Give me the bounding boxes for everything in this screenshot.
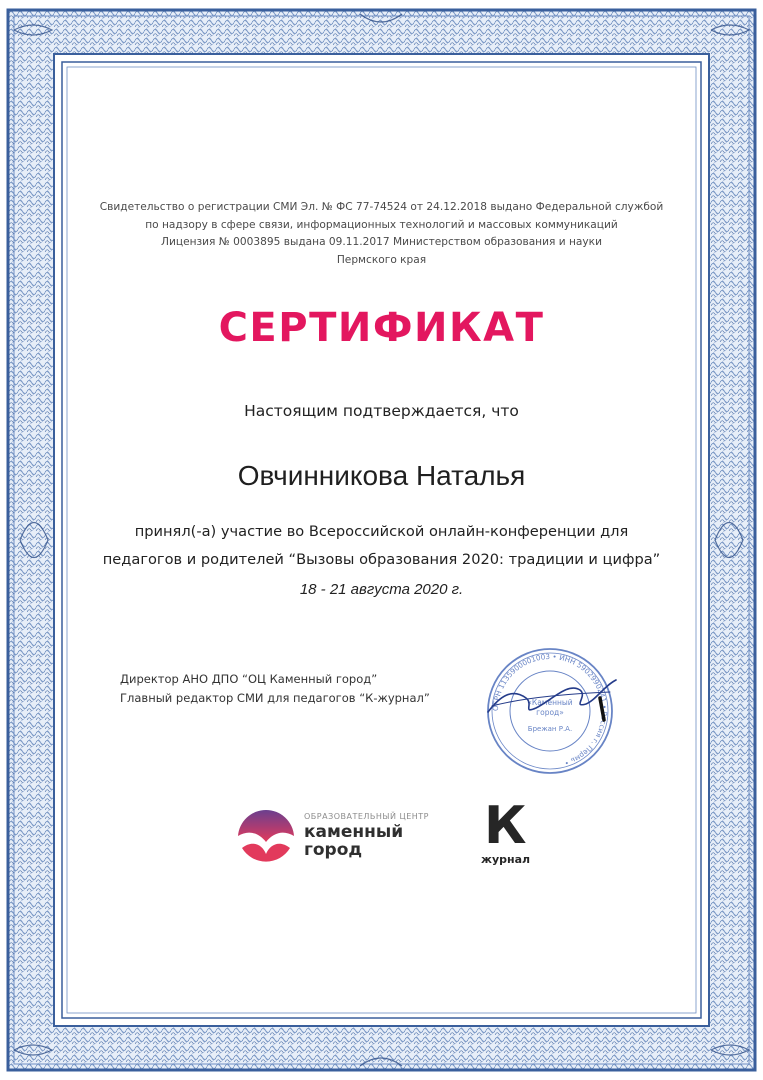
signature (482, 668, 622, 726)
kamenny-gorod-logo-icon (236, 808, 296, 864)
stamp-signer-name: Брежан Р.А. (527, 725, 573, 733)
stamp-center-text: город» (536, 708, 564, 717)
signer-line: Главный редактор СМИ для педагогов “К-журнал” (120, 691, 430, 705)
description-line: принял(-а) участие во Всероссийской онлайн-конференции для (134, 523, 629, 540)
recipient-name: Овчинникова Наталья (237, 460, 526, 491)
registration-line: Свидетельство о регистрации СМИ Эл. № ФС 77-74524 от 24.12.2018 выдано Федеральной службой (99, 201, 664, 213)
registration-info (90, 199, 673, 269)
logo-caption: ОБРАЗОВАТЕЛЬНЫЙ ЦЕНТР (304, 812, 430, 821)
confirm-text: Настоящим подтверждается, что (244, 402, 519, 420)
k-journal-logo-letter: К (484, 796, 527, 856)
event-dates: 18 - 21 августа 2020 г. (299, 581, 464, 598)
registration-line: Пермского края (336, 253, 427, 266)
k-journal-logo-word: журнал (481, 853, 531, 866)
participation-description (70, 518, 693, 574)
logo-name-line: каменный (304, 822, 404, 842)
registration-line: по надзору в сфере связи, информационных технологий и массовых коммуникаций (145, 218, 618, 231)
registration-line: Лицензия № 0003895 выдана 09.11.2017 Министерством образования и науки (161, 236, 602, 248)
logo-name-line: город (304, 840, 363, 860)
stamp-ring-text: ОГРН 1135900001003 • ИНН 5902990241 • Россия г. Пермь • (490, 651, 610, 768)
certificate-title: СЕРТИФИКАТ (218, 305, 545, 351)
stamp-center-text: «Каменный (527, 698, 573, 707)
signer-title (120, 670, 480, 708)
kamenny-gorod-logo-text (304, 823, 403, 859)
signer-line: Директор АНО ДПО “ОЦ Каменный город” (120, 672, 378, 686)
description-line: педагогов и родителей “Вызовы образования 2020: традиции и цифра” (102, 551, 661, 568)
